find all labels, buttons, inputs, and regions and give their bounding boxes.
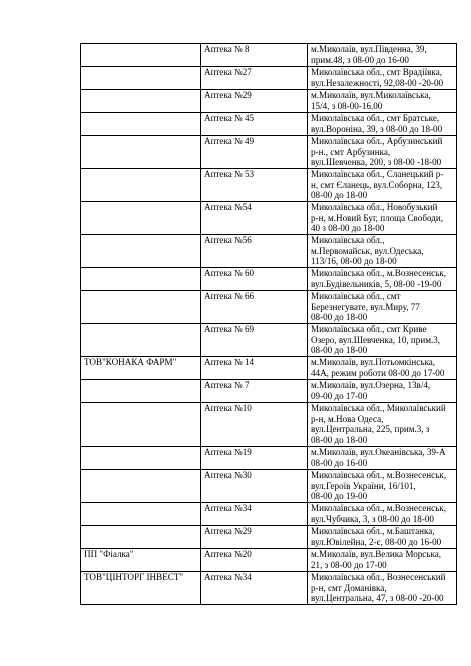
address-cell [308, 572, 457, 605]
pharmacy-cell: Аптека № 69 [201, 324, 308, 357]
pharmacy-cell: Аптека №54 [201, 202, 308, 235]
address-line: Миколаївська обл., м.Вознесенськ, [311, 268, 447, 278]
company-cell [81, 470, 201, 503]
pharmacy-cell: Аптека №29 [201, 90, 308, 113]
address-line: Миколаївська обл., Сланецький р- [311, 169, 444, 179]
company-cell [81, 324, 201, 357]
table-row [81, 202, 457, 235]
address-line: Миколаївська обл., смт [311, 291, 401, 301]
company-cell [81, 202, 201, 235]
address-line: 08-00 до 18-00 [311, 312, 368, 323]
company-cell [81, 235, 201, 268]
table-row [81, 549, 457, 572]
address-line: м.Миколаїв, вул.Потьомкінська, [311, 357, 436, 367]
company-cell [81, 403, 201, 447]
pharmacy-cell: Аптека № 66 [201, 291, 308, 324]
table-row [81, 235, 457, 268]
address-line: Озеро, вул.Шевченка, 10, прим.3, [311, 334, 441, 345]
company-cell [81, 67, 201, 90]
company-cell [81, 90, 201, 113]
address-line: вул.Центральна, 225, прим.3, з [311, 424, 430, 435]
address-line: Миколаївська обл., Новобузький [311, 202, 438, 212]
address-line: 44А, режим роботи 08-00 до 17-00 [311, 367, 445, 378]
table-row [81, 268, 457, 291]
address-cell [308, 324, 457, 357]
address-line: Миколаївська обл., Вознесенський [311, 572, 446, 582]
pharmacy-cell: Аптека № 45 [201, 113, 308, 136]
pharmacy-cell: Аптека №56 [201, 235, 308, 268]
table-row [81, 503, 457, 526]
pharmacy-cell: Аптека №20 [201, 549, 308, 572]
table-row [81, 526, 457, 549]
table-row [81, 113, 457, 136]
pharmacy-cell: Аптека № 49 [201, 136, 308, 169]
address-line: вул.Вороніна, 39, з 08-00 до 18-00 [311, 123, 443, 134]
address-line: 09-00 до 17-00 [311, 390, 368, 401]
company-cell [81, 136, 201, 169]
address-line: Миколаївська обл., смт Врадіївка, [311, 67, 443, 77]
pharmacy-cell: Аптека № 8 [201, 44, 308, 67]
address-cell [308, 44, 457, 67]
address-cell [308, 380, 457, 403]
address-cell [308, 503, 457, 526]
company-cell: ТОВ"КОНАКА ФАРМ" [81, 357, 201, 380]
address-line: вул.Чубчика, 3, з 08-00 до 18-00 [311, 513, 434, 524]
company-cell [81, 169, 201, 202]
address-line: р-н, смт Доманівка, [311, 582, 387, 593]
pharmacy-cell: Аптека №34 [201, 572, 308, 605]
address-line: р-н, м.Новий Буг, площа Свободи, [311, 212, 444, 223]
address-cell [308, 470, 457, 503]
table-row [81, 324, 457, 357]
address-cell [308, 136, 457, 169]
company-cell [81, 503, 201, 526]
address-line: Миколаївська обл., смт Братське, [311, 113, 440, 123]
address-line: Миколаївська обл., смт Криве [311, 324, 427, 334]
pharmacy-cell: Аптека №34 [201, 503, 308, 526]
pharmacy-table-body [81, 44, 457, 605]
pharmacy-cell: Аптека №19 [201, 447, 308, 470]
address-cell [308, 549, 457, 572]
address-line: Миколаївська обл., Миколаївський [311, 403, 446, 413]
address-line: Миколаївська обл., м.Баштанка, [311, 526, 435, 536]
address-cell [308, 113, 457, 136]
address-cell [308, 403, 457, 447]
address-line: 21, з 08-00 до 17-00 [311, 559, 387, 570]
table-row [81, 44, 457, 67]
address-cell [308, 235, 457, 268]
address-line: 08-00 до 19-00 [311, 491, 368, 502]
address-line: 113/16, 08-00 до 18-00 [311, 256, 397, 267]
company-cell: ПП "Фіалка" [81, 549, 201, 572]
table-row [81, 136, 457, 169]
address-cell [308, 67, 457, 90]
company-cell: ТОВ"ЦІНТОРГ ІНВЕСТ" [81, 572, 201, 605]
address-cell [308, 90, 457, 113]
address-line: 08-00 до 18-00 [311, 434, 368, 445]
company-cell [81, 268, 201, 291]
address-line: вул.Шевченка, 200, з 08-00 -18-00 [311, 157, 442, 168]
address-line: Миколаївська обл., м.Вознесенськ, [311, 503, 447, 513]
address-line: Миколаївська обл., м.Вознесенськ, [311, 470, 447, 480]
table-row [81, 90, 457, 113]
address-line: Березнегувате, вул.Миру, 77 [311, 301, 420, 312]
table-row [81, 447, 457, 470]
address-line: вул.Будівельників, 5, 08-00 -19-00 [311, 278, 442, 289]
pharmacy-cell: Аптека № 60 [201, 268, 308, 291]
pharmacy-cell: Аптека №29 [201, 526, 308, 549]
address-line: 15/4, з 08-00-16.00 [311, 100, 383, 111]
table-row [81, 380, 457, 403]
company-cell [81, 447, 201, 470]
company-cell [81, 291, 201, 324]
table-row [81, 291, 457, 324]
company-cell [81, 526, 201, 549]
address-line: м.Первомайськ, вул.Одеська, [311, 245, 424, 256]
address-line: н, смт Єланець, вул.Соборна, 123, [311, 179, 443, 190]
address-cell [308, 447, 457, 470]
address-line: вул.Героїв України, 16/101, [311, 480, 416, 491]
table-row [81, 169, 457, 202]
address-cell [308, 526, 457, 549]
address-line: вул.Незалежності, 92,08-00 -20-00 [311, 77, 444, 88]
address-line: р-н, м.Нова Одеса, [311, 413, 384, 424]
pharmacy-cell: Аптека №10 [201, 403, 308, 447]
address-cell [308, 291, 457, 324]
address-line: 08-00 до 18-00 [311, 345, 368, 356]
pharmacy-cell: Аптека № 53 [201, 169, 308, 202]
pharmacy-cell: Аптека № 14 [201, 357, 308, 380]
address-line: Миколаївська обл., [311, 235, 385, 245]
address-line: 08-00 до 18-00 [311, 190, 368, 201]
pharmacy-table [80, 43, 457, 605]
address-line: 08-00 до 16-00 [311, 457, 368, 468]
pharmacy-cell: Аптека № 7 [201, 380, 308, 403]
address-line: 40 з 08-00 до 18-00 [311, 223, 385, 234]
address-line: Миколаївська обл., Арбузинський [311, 136, 443, 146]
address-line: м.Миколаїв, вул.Миколаївська, [311, 90, 431, 100]
address-cell [308, 357, 457, 380]
address-line: м.Миколаїв, вул.Океанівська, 39-А [311, 447, 446, 457]
table-row [81, 470, 457, 503]
address-line: м.Миколаїв, вул.Велика Морська, [311, 549, 442, 559]
address-line: вул.Центральна, 47, з 08-00 -20-00 [311, 593, 444, 604]
pharmacy-cell: Аптека №30 [201, 470, 308, 503]
pharmacy-cell: Аптека №27 [201, 67, 308, 90]
company-cell [81, 113, 201, 136]
company-cell [81, 380, 201, 403]
address-line: прим.48, з 08-00 до 16-00 [311, 54, 409, 65]
address-line: р-н., смт Арбузинка, [311, 146, 391, 157]
address-cell [308, 268, 457, 291]
address-cell [308, 202, 457, 235]
address-cell [308, 169, 457, 202]
table-row [81, 67, 457, 90]
address-line: м.Миколаїв, вул.Південна, 39, [311, 44, 427, 54]
table-row [81, 403, 457, 447]
company-cell [81, 44, 201, 67]
table-row [81, 357, 457, 380]
address-line: вул.Ювілейна, 2-є, 08-00 до 16-00 [311, 536, 442, 547]
table-row [81, 572, 457, 605]
address-line: м.Миколаїв, вул.Озерна, 13в/4, [311, 380, 431, 390]
